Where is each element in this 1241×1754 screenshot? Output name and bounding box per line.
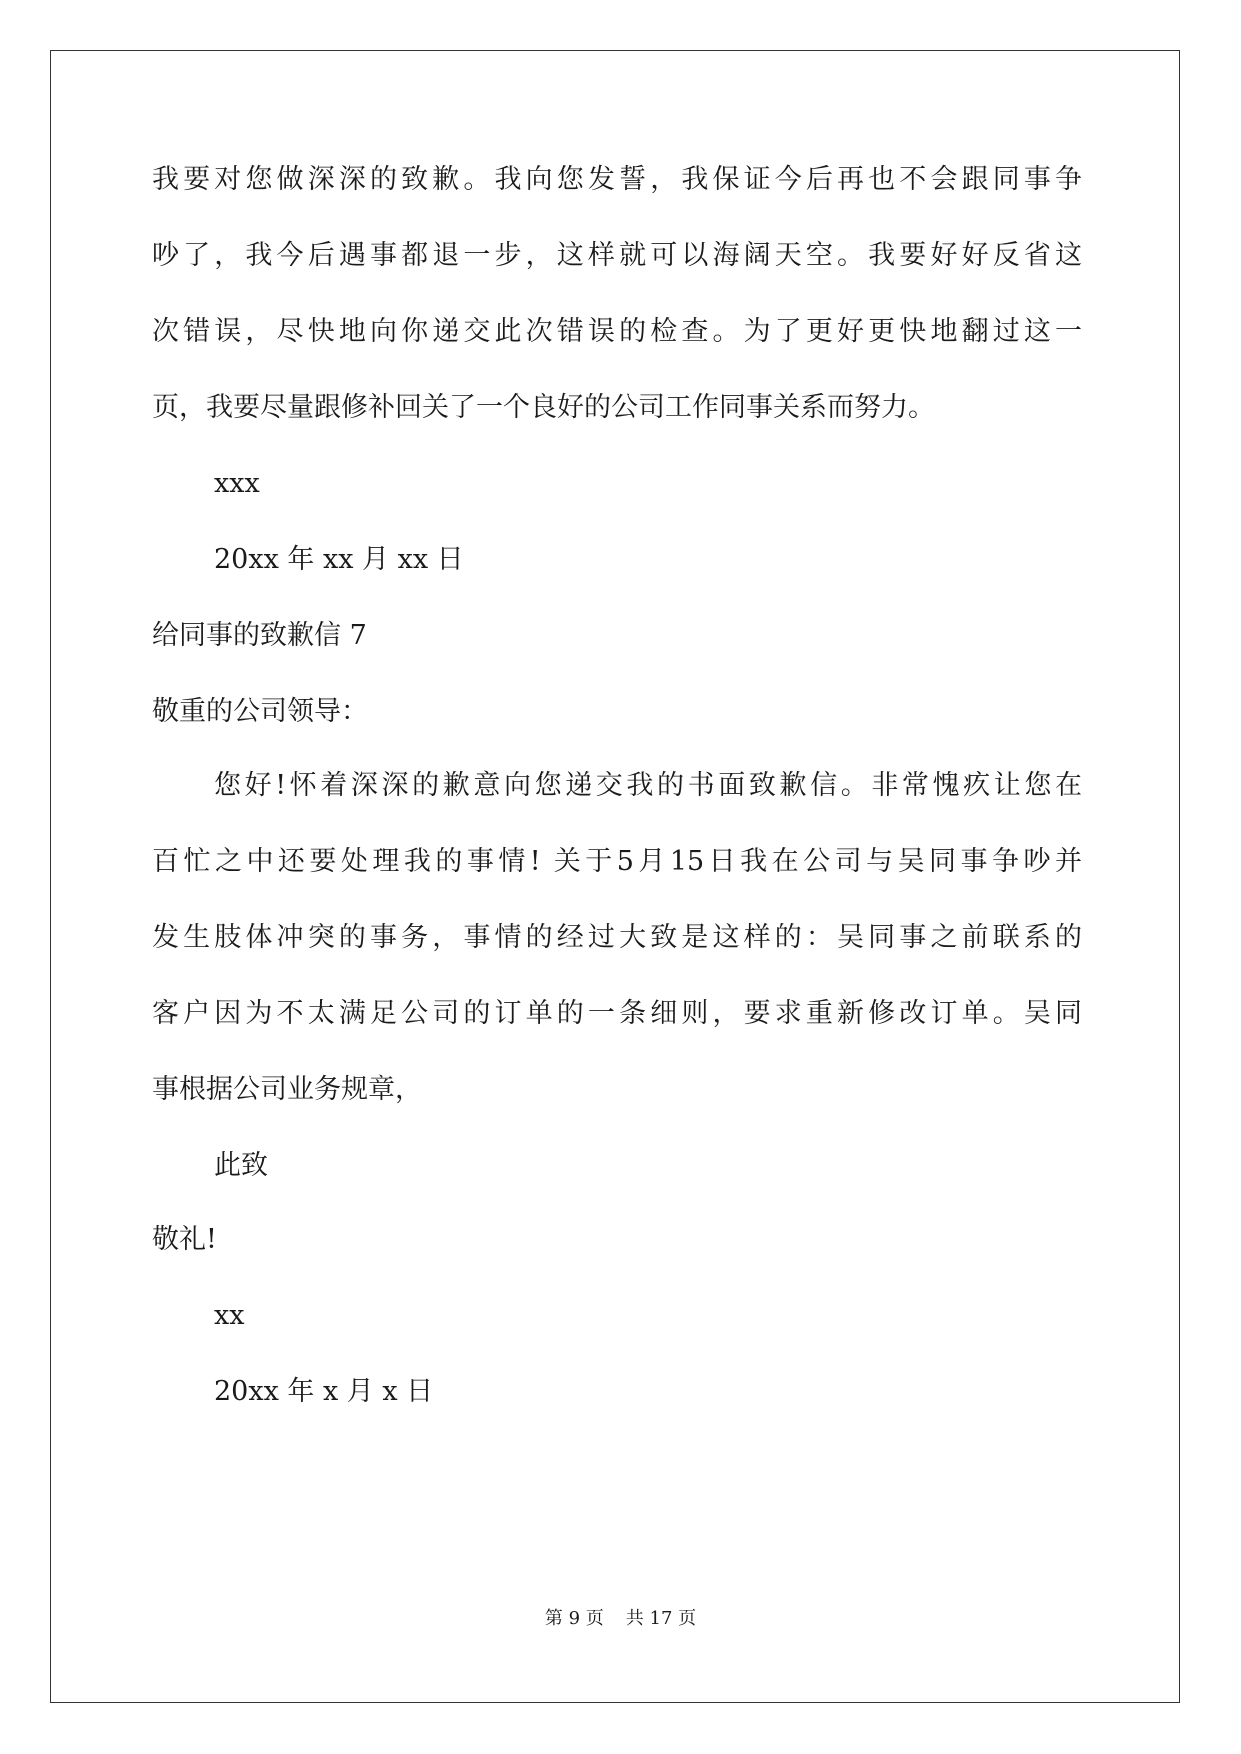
paragraph-line: 百忙之中还要处理我的事情! 关于5月15日我在公司与吴同事争吵并 — [152, 846, 1082, 877]
page-number: 第 9 页 — [544, 1608, 604, 1629]
signature-name: xxx — [214, 468, 260, 499]
page-total: 共 17 页 — [625, 1608, 697, 1629]
paragraph-line: 我要对您做深深的致歉。我向您发誓，我保证今后再也不会跟同事争 — [152, 164, 1082, 195]
paragraph-line: 事根据公司业务规章， — [152, 1074, 422, 1105]
closing-salute: 敬礼! — [152, 1224, 217, 1255]
paragraph-line: 客户因为不太满足公司的订单的一条细则，要求重新修改订单。吴同 — [152, 998, 1082, 1029]
page-footer — [0, 1607, 1241, 1631]
paragraph-line: 发生肢体冲突的事务，事情的经过大致是这样的：吴同事之前联系的 — [152, 922, 1082, 953]
paragraph-line: 您好!怀着深深的歉意向您递交我的书面致歉信。非常愧疚让您在 — [214, 770, 1082, 801]
signature-date: 20xx 年 xx 月 xx 日 — [214, 544, 464, 575]
salutation: 敬重的公司领导： — [152, 696, 368, 727]
paragraph-line: 吵了，我今后遇事都退一步，这样就可以海阔天空。我要好好反省这 — [152, 240, 1082, 271]
section-title: 给同事的致歉信 7 — [152, 620, 367, 651]
paragraph-line: 页，我要尽量跟修补回关了一个良好的公司工作同事关系而努力。 — [152, 392, 935, 423]
signature-date: 20xx 年 x 月 x 日 — [214, 1376, 434, 1407]
closing-phrase: 此致 — [214, 1150, 268, 1181]
signature-name: xx — [214, 1300, 245, 1331]
paragraph-line: 次错误，尽快地向你递交此次错误的检查。为了更好更快地翻过这一 — [152, 316, 1082, 347]
